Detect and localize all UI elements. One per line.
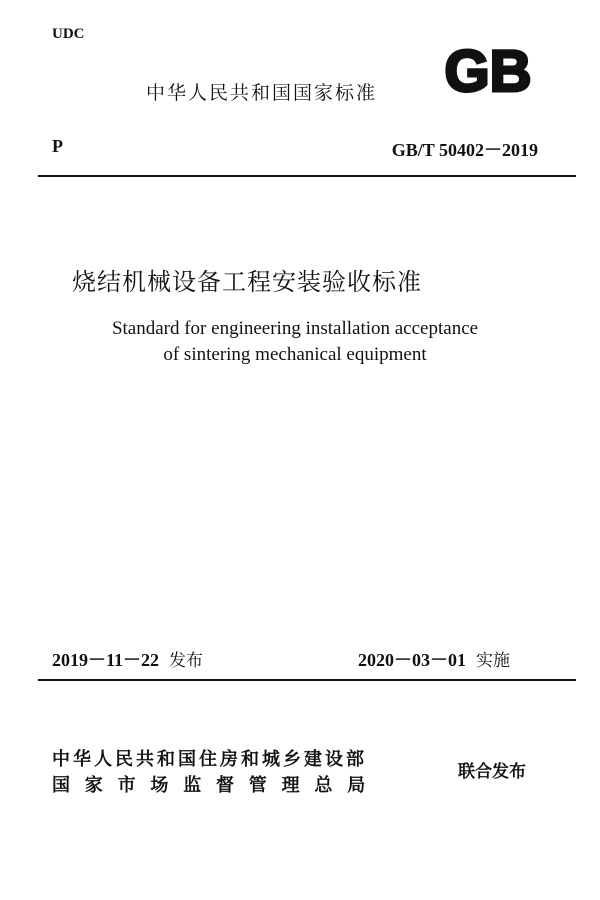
standard-number: GB/T 50402－2019 xyxy=(391,140,538,160)
top-divider xyxy=(38,175,576,177)
bottom-divider xyxy=(38,679,576,681)
implement-date: 2020－03－01 xyxy=(358,650,466,670)
issuer-ministry: 中华人民共和国住房和城乡建设部 xyxy=(52,749,367,770)
classification-code: P xyxy=(52,136,63,156)
implement-date-block xyxy=(358,646,510,672)
issue-date: 2019－11－22 xyxy=(52,650,160,670)
issue-label: 发布 xyxy=(169,651,204,671)
standard-series: 中华人民共和国国家标准 xyxy=(146,82,378,104)
title-english-line-1: Standard for engineering installation acceptance xyxy=(111,318,479,339)
gb-logo-icon xyxy=(436,42,540,98)
joint-issue-label: 联合发布 xyxy=(458,762,526,782)
udc-label: UDC xyxy=(52,26,85,42)
gb-logo-text: GB xyxy=(444,42,532,98)
title-chinese: 烧结机械设备工程安装验收标准 xyxy=(72,268,422,296)
implement-label: 实施 xyxy=(476,651,510,671)
title-english-line-2: of sintering mechanical equipment xyxy=(163,344,427,365)
title-english xyxy=(0,316,600,368)
issue-date-block xyxy=(52,646,203,672)
issuer-administration: 国家市场监督管理总局 xyxy=(52,775,380,796)
